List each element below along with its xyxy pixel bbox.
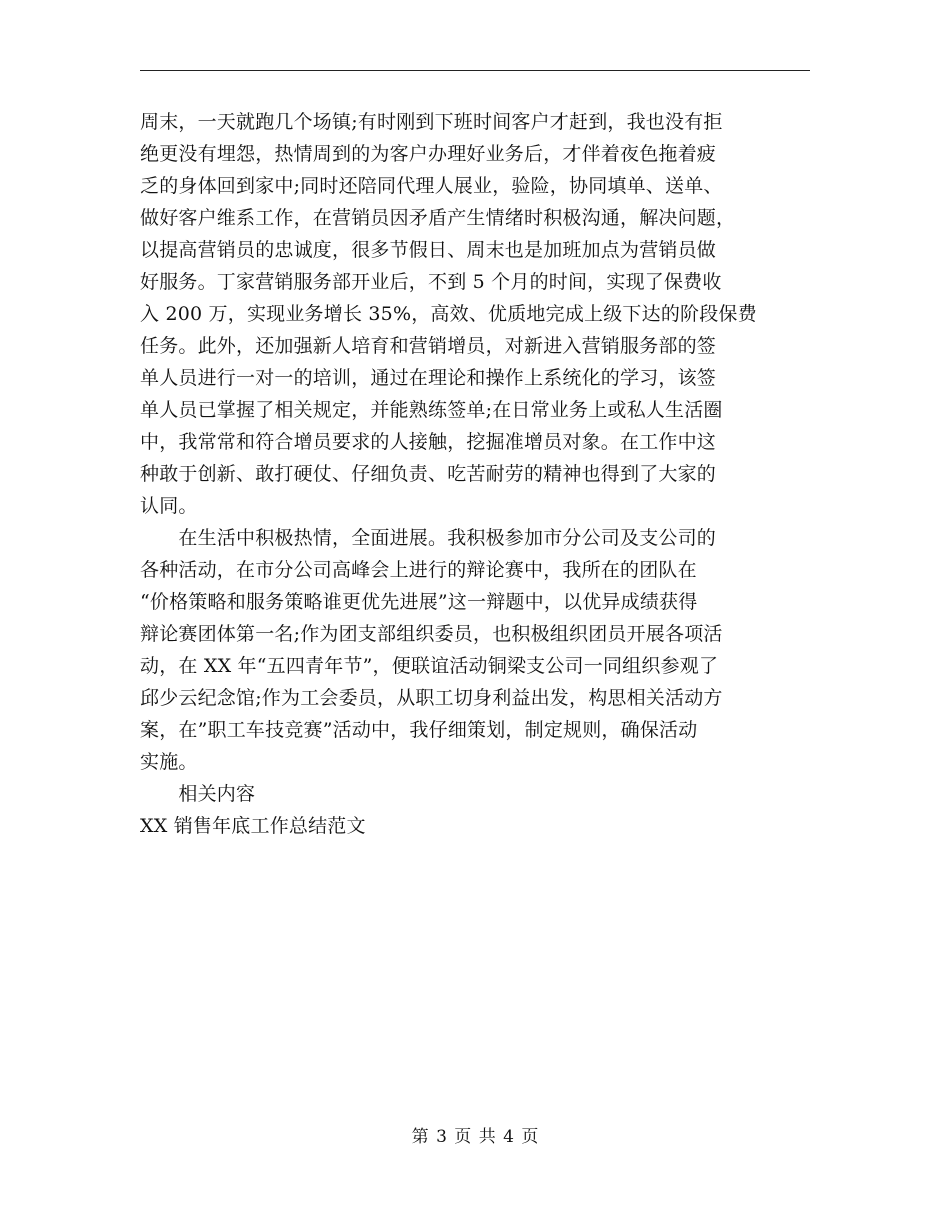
body-line: “价格策略和服务策略谁更优先进展”这一辩题中，以优异成绩获得 [140,591,698,613]
body-line: 入 200 万，实现业务增长 35%，高效、优质地完成上级下达的阶段保费 [140,303,757,325]
header-rule [140,70,810,71]
body-line: 做好客户维系工作，在营销员因矛盾产生情绪时积极沟通，解决问题， [140,207,736,229]
related-content-heading: 相关内容 [140,783,256,805]
body-line: 认同。 [140,495,198,517]
document-body [140,106,820,842]
body-line: 种敢于创新、敢打硬仗、仔细负责、吃苦耐劳的精神也得到了大家的 [140,463,717,485]
body-line: 辩论赛团体第一名;作为团支部组织委员，也积极组织团员开展各项活 [140,623,723,645]
body-line: 周末，一天就跑几个场镇;有时刚到下班时间客户才赶到，我也没有拒 [140,111,723,133]
body-line: 实施。 [140,751,198,773]
body-line: 好服务。丁家营销服务部开业后，不到 5 个月的时间，实现了保费收 [140,271,722,293]
body-line: 在生活中积极热情，全面进展。我积极参加市分公司及支公司的 [140,527,717,549]
body-line: 单人员进行一对一的培训，通过在理论和操作上系统化的学习，该签 [140,367,717,389]
body-line: 单人员已掌握了相关规定，并能熟练签单;在日常业务上或私人生活圈 [140,399,723,421]
page-number: 第 3 页 共 4 页 [411,1127,539,1147]
body-line: 以提高营销员的忠诚度，很多节假日、周末也是加班加点为营销员做 [140,239,717,261]
body-line: 中，我常常和符合增员要求的人接触，挖掘准增员对象。在工作中这 [140,431,717,453]
body-line: 任务。此外，还加强新人培育和营销增员，对新进入营销服务部的签 [140,335,717,357]
body-line: 乏的身体回到家中;同时还陪同代理人展业，验险，协同填单、送单、 [140,175,723,197]
body-line: 动，在 XX 年“五四青年节”，便联谊活动铜梁支公司一同组织参观了 [140,655,719,677]
body-line: 绝更没有埋怨，热情周到的为客户办理好业务后，才伴着夜色拖着疲 [140,143,717,165]
body-line: 邱少云纪念馆;作为工会委员，从职工切身利益出发，构思相关活动方 [140,687,723,709]
related-article-link[interactable]: XX 销售年底工作总结范文 [140,815,366,837]
body-line: 案，在”职工车技竞赛”活动中，我仔细策划，制定规则，确保活动 [140,719,698,741]
body-line: 各种活动，在市分公司高峰会上进行的辩论赛中，我所在的团队在 [140,559,697,581]
